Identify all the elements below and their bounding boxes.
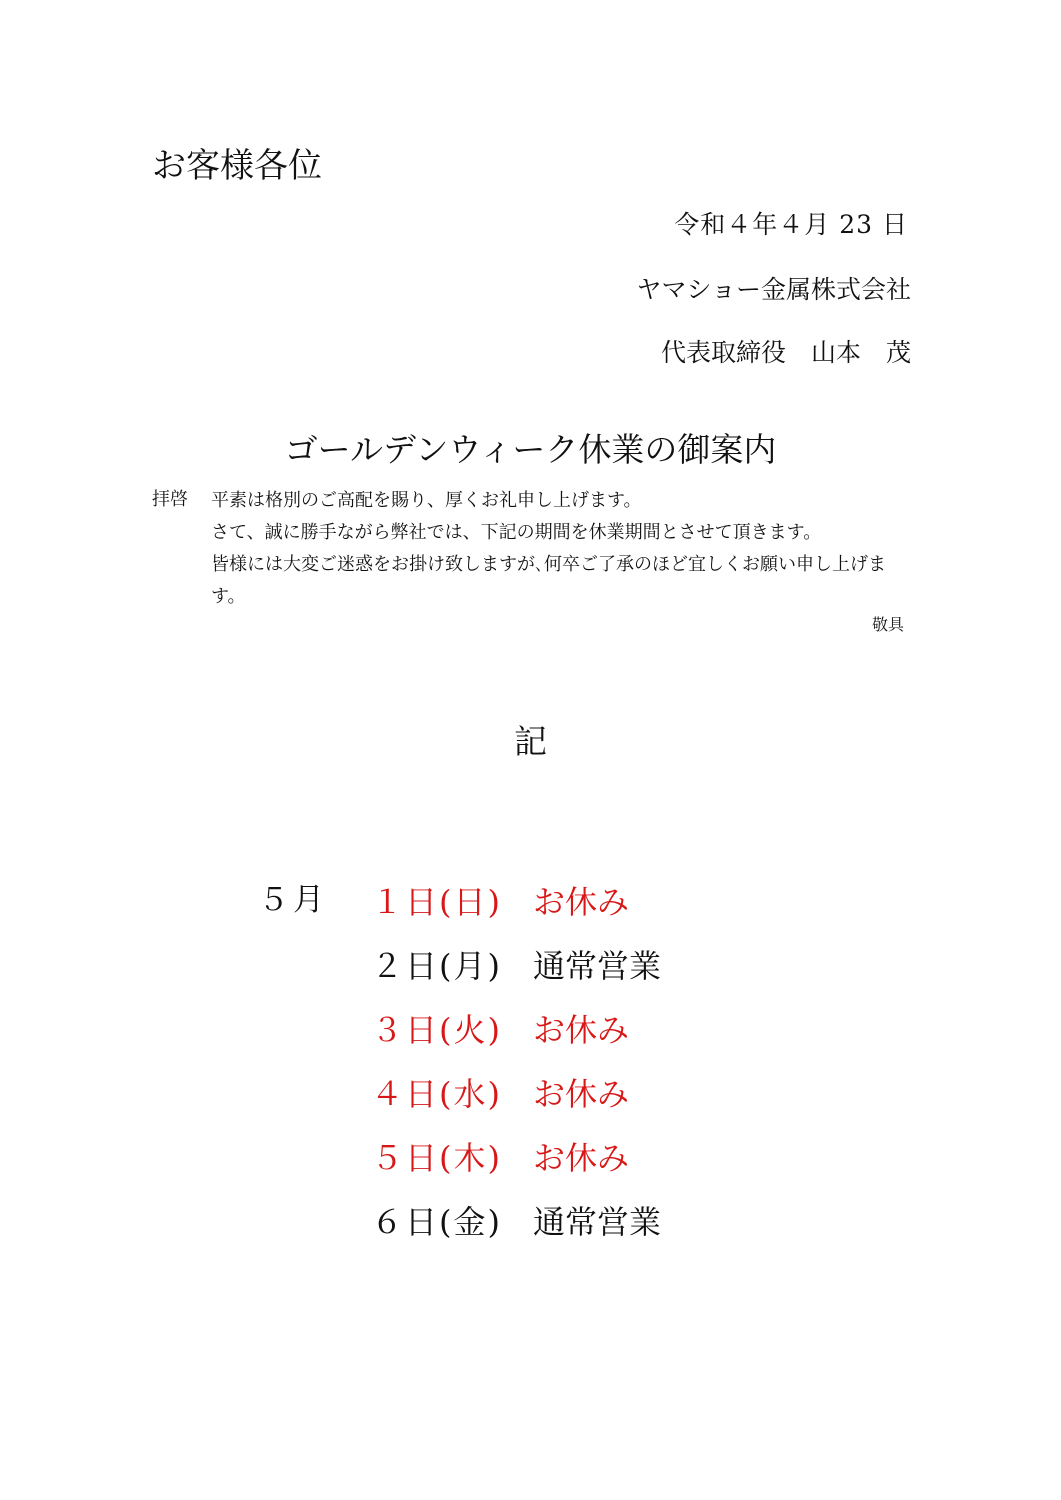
schedule-date: ６日(金): [371, 1203, 502, 1241]
schedule-status: お休み: [533, 883, 630, 921]
schedule-row: [371, 1124, 661, 1188]
addressee: お客様各位: [152, 146, 322, 186]
schedule-status: お休み: [533, 1011, 630, 1049]
schedule-status: 通常営業: [533, 1203, 662, 1241]
schedule-list: [371, 868, 661, 1252]
schedule-row: [371, 1188, 661, 1252]
schedule-row: [371, 868, 661, 932]
letter-line: さて、誠に勝手ながら弊社では、下記の期間を休業期間とさせて頂きます。: [211, 522, 822, 543]
letter-line: 皆様には大変ご迷惑をお掛け致しますが､何卒ご了承のほど宜しくお願い申し上げます。: [211, 554, 886, 607]
schedule-row: [371, 996, 661, 1060]
company-name: ヤマショー金属株式会社: [636, 275, 911, 304]
schedule-date: １日(日): [371, 883, 502, 921]
representative-name: 代表取締役 山本 茂: [660, 338, 911, 367]
schedule-date: ３日(火): [371, 1011, 502, 1049]
notice-heading: 記: [514, 722, 547, 761]
schedule-status: お休み: [533, 1139, 630, 1177]
schedule-row: [371, 932, 661, 996]
greeting-word: 拝啓: [152, 489, 188, 510]
schedule-row: [371, 1060, 661, 1124]
schedule-date: ２日(月): [371, 947, 502, 985]
schedule-date: ５日(木): [371, 1139, 502, 1177]
letter-body: [211, 485, 911, 613]
letter-date: 令和４年４月 23 日: [674, 210, 908, 239]
schedule-status: お休み: [533, 1075, 630, 1113]
closing-word: 敬具: [871, 615, 904, 634]
schedule-date: ４日(水): [371, 1075, 502, 1113]
letter-line: 平素は格別のご高配を賜り、厚くお礼申し上げます。: [211, 490, 642, 511]
schedule-status: 通常営業: [533, 947, 662, 985]
document-title: ゴールデンウィーク休業の御案内: [284, 430, 777, 469]
schedule-month: ５月: [258, 882, 328, 918]
